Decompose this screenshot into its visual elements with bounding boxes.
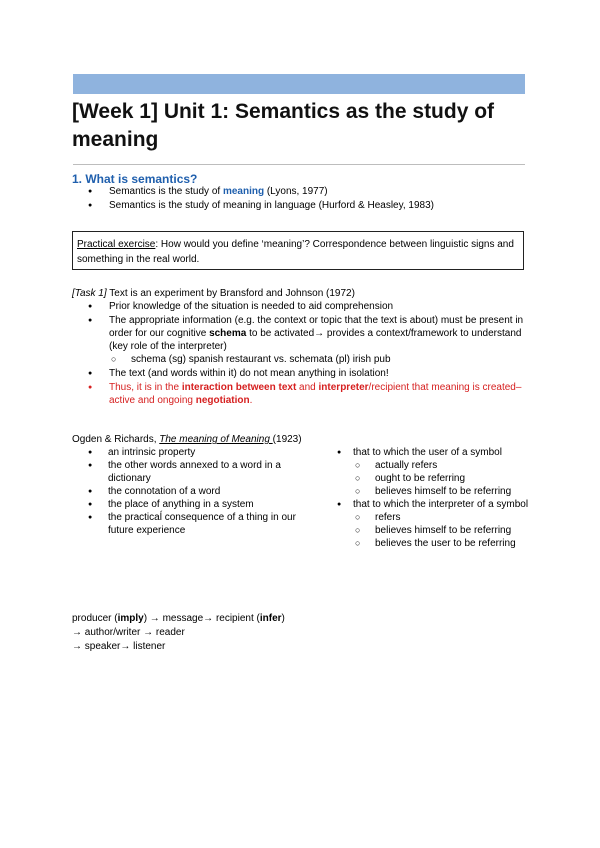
item-text: to be activated→ provides a context/framework to understand (key role of the interpreter) (109, 328, 522, 352)
task-intro-text: Text is an experiment by Bransford and Johnson (1972) (106, 288, 355, 299)
page-title (72, 98, 532, 154)
flow-text: ) → message→ recipient ( (143, 613, 260, 624)
task-label: [Task 1] (72, 288, 107, 299)
emphasis: negotiation (195, 395, 250, 406)
sub-list (353, 511, 535, 550)
sub-list-item: ○ ought to be referring (353, 472, 535, 485)
schema-bold: schema (209, 328, 247, 339)
item-text: The appropriate information (e.g. the context or topic that the text is about) must be present in order for our cognitive (109, 315, 524, 339)
title-line-1: [Week 1] Unit 1: Semantics as the study of (72, 100, 495, 123)
flow-infer: infer (259, 613, 282, 624)
item-text: (Lyons, 1977) (264, 186, 328, 197)
list-item: ● Semantics is the study of meaning in language (Hurford & Heasley, 1983) (74, 199, 534, 212)
task-list (74, 300, 524, 408)
sub-list-item: ○ believes himself to be referring (353, 485, 535, 498)
sub-list-item: ○ actually refers (353, 459, 535, 472)
section-heading: 1. What is semantics? (72, 172, 198, 186)
item-text: . (249, 395, 253, 406)
list-item: ● The text (and words within it) do not mean anything in isolation! (74, 367, 524, 380)
flow-line-1 (72, 612, 285, 626)
ogden-book-title: The meaning of Meaning (159, 434, 273, 445)
list-item (335, 498, 535, 550)
list-item: ● the other words annexed to a word in a dictionary (74, 459, 304, 485)
sub-list-item: ○ believes himself to be referring (353, 524, 535, 537)
list-item: ● the practicaĺ consequence of a thing in our future experience (74, 511, 304, 537)
sub-list (353, 459, 535, 498)
sub-list-item: ○ believes the user to be referring (353, 537, 535, 550)
list-item (74, 381, 524, 407)
flow-text: ) (281, 613, 285, 624)
list-item: ● Prior knowledge of the situation is needed to aid comprehension (74, 300, 524, 313)
definition-list (74, 185, 534, 213)
list-item: ● the connotation of a word (74, 485, 304, 498)
sub-list-item: ○ refers (353, 511, 535, 524)
highlight-meaning: meaning (222, 186, 265, 197)
sub-list-item: ○ schema (sg) spanish restaurant vs. schemata (pl) irish pub (109, 353, 524, 366)
sub-list (109, 353, 524, 366)
flow-line-3: → speaker→ listener (72, 641, 166, 652)
flow-text: producer ( (72, 613, 118, 624)
ogden-year: (1923) (272, 434, 302, 445)
ogden-reference (72, 433, 302, 446)
item-text: and (296, 382, 319, 393)
flow-imply: imply (117, 613, 144, 624)
title-line-2: meaning (72, 128, 159, 151)
item-text: that to which the interpreter of a symbol (353, 499, 529, 510)
communication-flow (72, 612, 285, 654)
title-divider (73, 164, 525, 165)
list-item: ● the place of anything in a system (74, 498, 304, 511)
item-text: that to which the user of a symbol (353, 447, 502, 458)
emphasis: interpreter (318, 382, 369, 393)
list-item (74, 185, 534, 198)
exercise-text: : How would you define ‘meaning’? Correspondence between linguistic signs and something in the real world. (77, 239, 514, 265)
item-text: /recipient that meaning is created– active and ongoing (109, 382, 522, 406)
exercise-label: Practical exercise (77, 239, 156, 250)
exercise-box (72, 231, 524, 270)
header-color-bar (73, 74, 525, 94)
emphasis: interaction between text (181, 382, 297, 393)
item-text: Thus, it is in the (109, 382, 182, 393)
flow-line-2: → author/writer → reader (72, 627, 185, 638)
meaning-definitions-left (74, 446, 304, 537)
list-item (335, 446, 535, 498)
list-item: ● an intrinsic property (74, 446, 304, 459)
meaning-definitions-right (335, 446, 535, 550)
list-item (74, 314, 524, 366)
task-intro (72, 287, 355, 300)
ogden-authors: Ogden & Richards, (72, 434, 160, 445)
item-text: Semantics is the study of (109, 186, 223, 197)
